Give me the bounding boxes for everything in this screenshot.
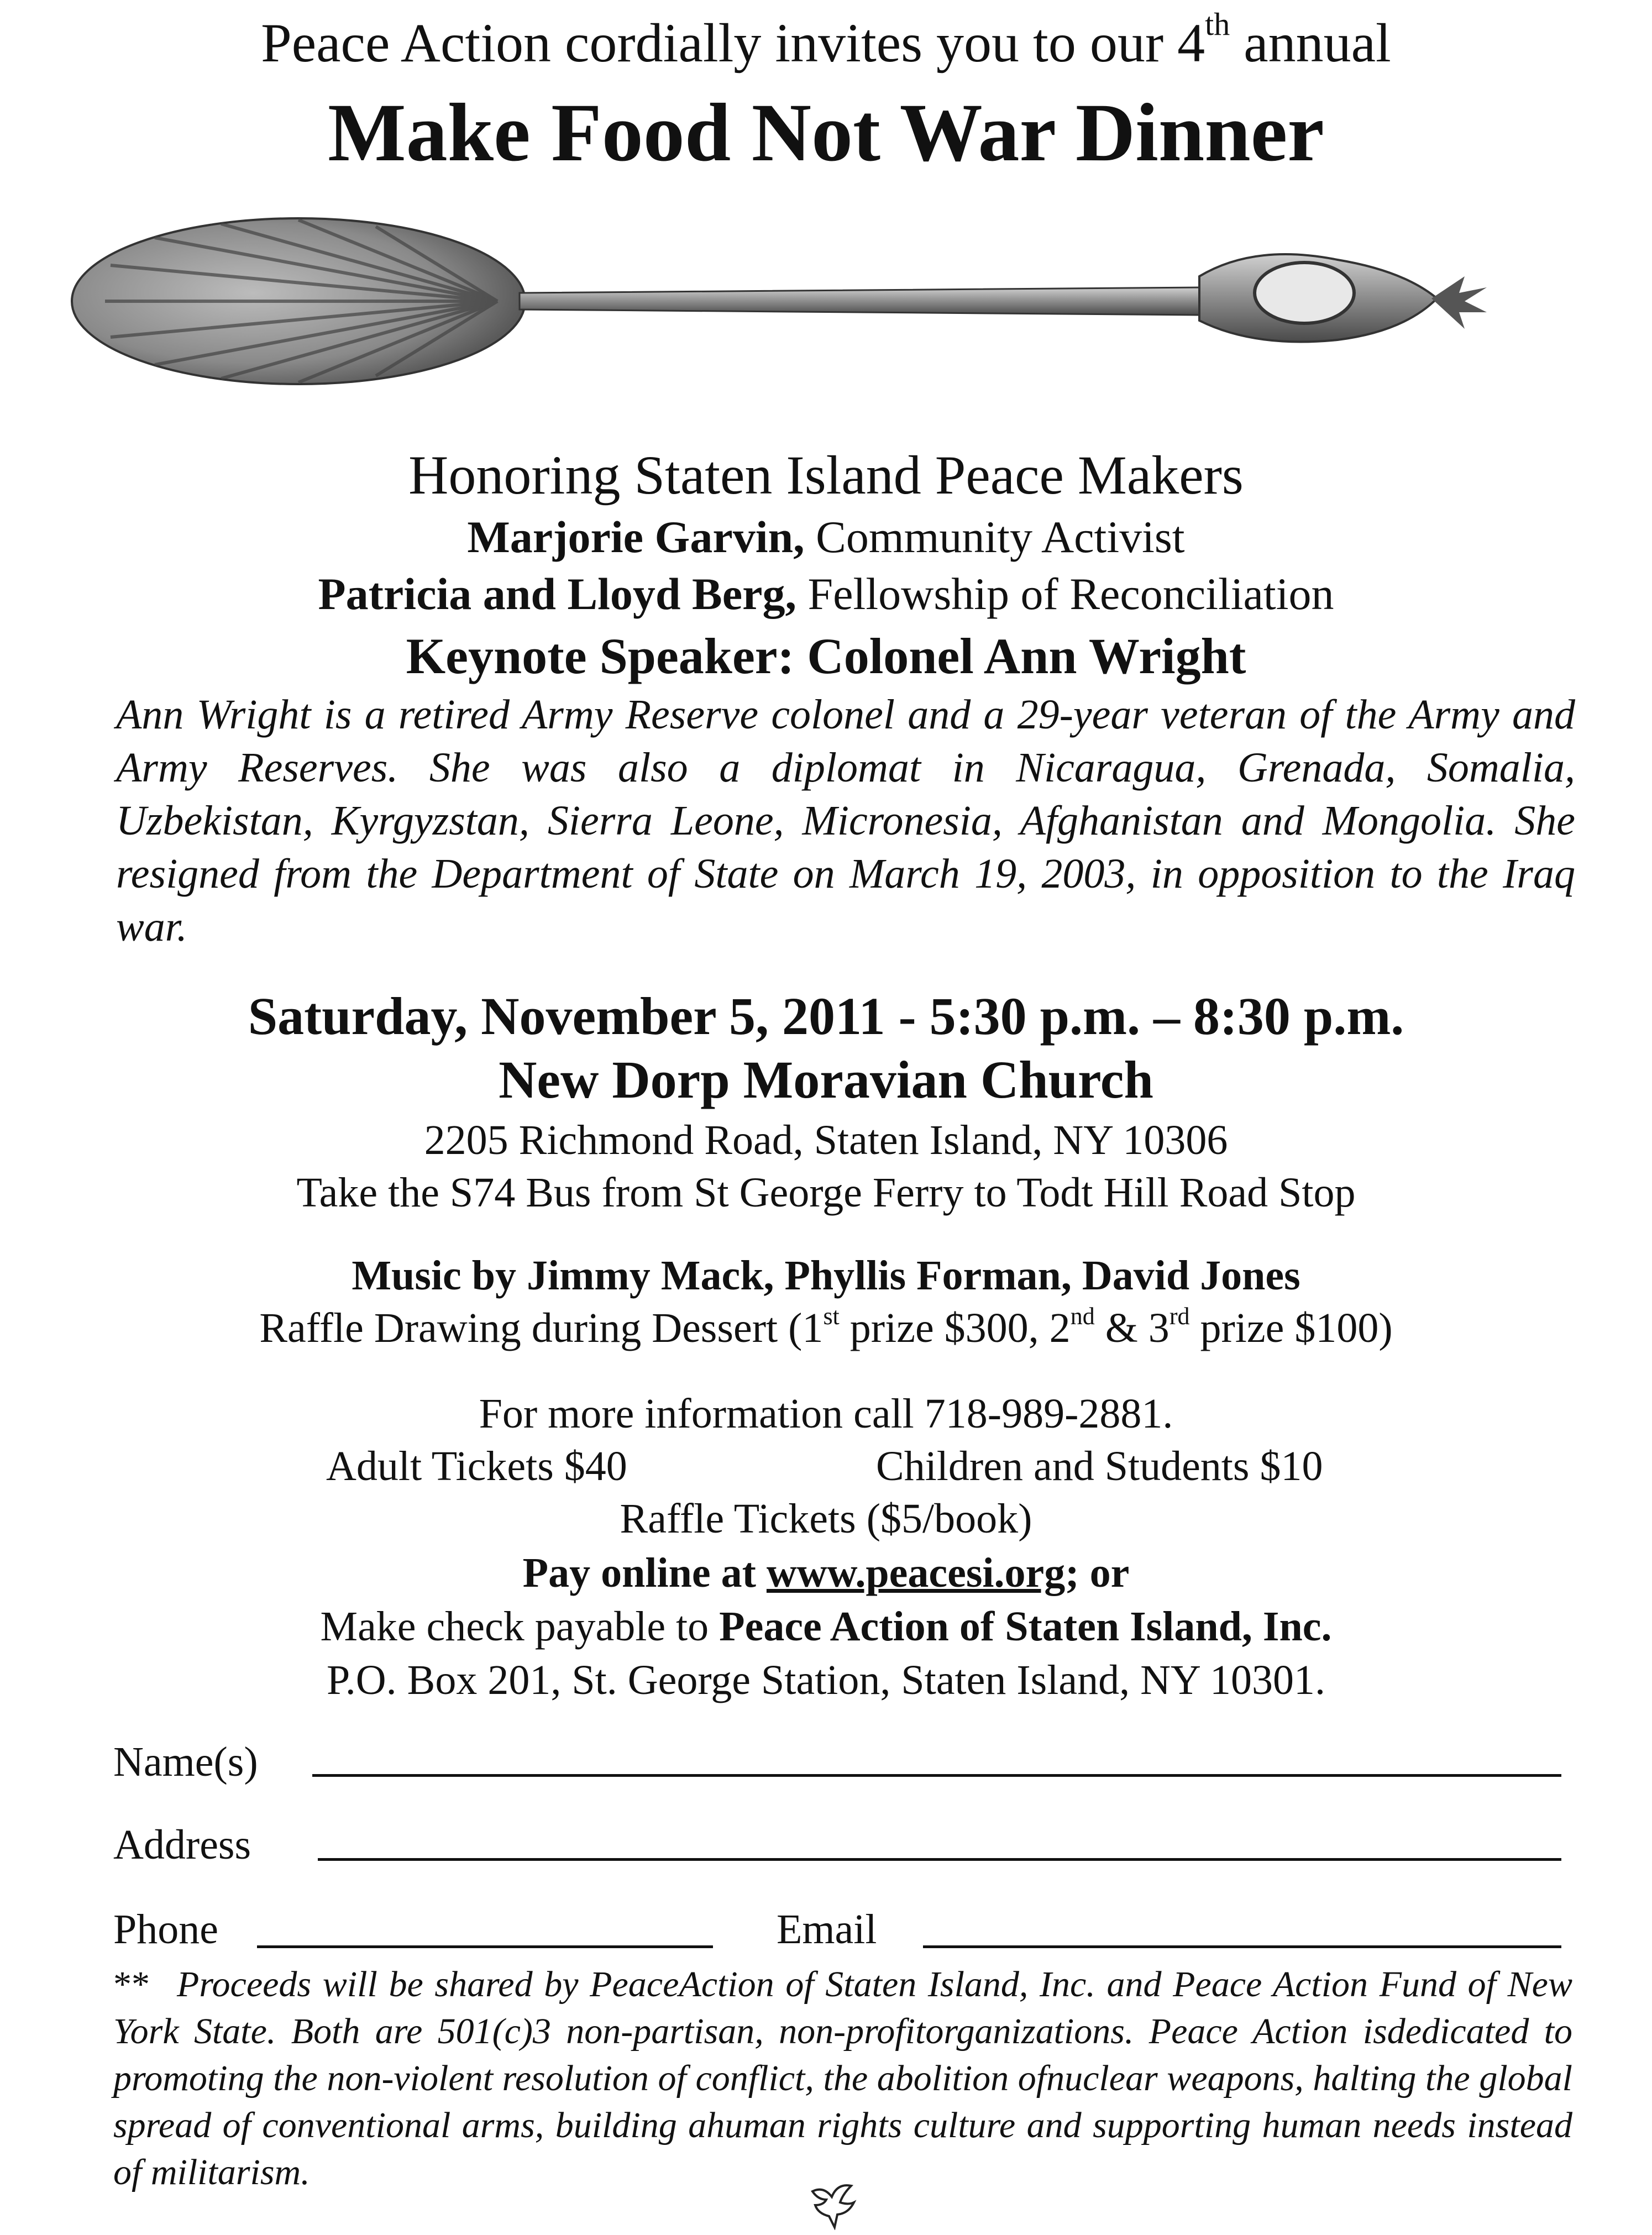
ordinal-suffix: nd bbox=[1070, 1303, 1095, 1330]
phone-field[interactable] bbox=[257, 1945, 713, 1948]
adult-ticket-price: Adult Tickets $40 bbox=[326, 1443, 627, 1489]
pay-online bbox=[0, 1546, 1652, 1599]
email-field[interactable] bbox=[923, 1945, 1561, 1948]
music-credits: Music by Jimmy Mack, Phyllis Forman, David Jones bbox=[352, 1252, 1300, 1299]
address-field[interactable] bbox=[318, 1858, 1561, 1861]
raffle-text: Raffle Drawing during Dessert (1 bbox=[259, 1305, 824, 1351]
honoree-name: Patricia and Lloyd Berg, bbox=[318, 569, 797, 619]
pay-suffix: ; or bbox=[1065, 1550, 1130, 1596]
honoree-role: Community Activist bbox=[804, 512, 1185, 562]
honoree-2 bbox=[0, 566, 1652, 622]
invitation-line bbox=[0, 6, 1652, 76]
honoree-name: Marjorie Garvin, bbox=[467, 512, 805, 562]
footnote bbox=[113, 1961, 1572, 2196]
phone-label: Phone bbox=[113, 1906, 218, 1953]
raffle-text: & 3 bbox=[1094, 1305, 1169, 1351]
email-label: Email bbox=[777, 1906, 877, 1953]
names-label: Name(s) bbox=[113, 1739, 258, 1785]
footnote-mark: ** bbox=[113, 1964, 150, 2005]
footnote-text: Proceeds will be shared by PeaceAction of Staten Island, Inc. and Peace Action Fund of New York State. Both are 501(c)3 non-partisan, non-profitorganizations. Peace Action isdedicated to promoting the non-violent resolution of conflict, the abolition ofnuclear weapons, halting the global spread of conventional arms, building ahuman rights culture and supporting human needs instead of militarism. bbox=[113, 1964, 1572, 2192]
honoree-1 bbox=[0, 510, 1652, 565]
ordinal-suffix: th bbox=[1205, 6, 1230, 42]
raffle-text: prize $100) bbox=[1189, 1305, 1393, 1351]
website-link[interactable]: www.peacesi.org bbox=[766, 1550, 1066, 1596]
spoon-illustration bbox=[66, 210, 1514, 392]
address-label: Address bbox=[113, 1822, 251, 1868]
pay-prefix: Pay online at bbox=[522, 1550, 767, 1596]
check-prefix: Make check payable to bbox=[320, 1603, 720, 1650]
event-title: Make Food Not War Dinner bbox=[328, 87, 1324, 179]
names-field[interactable] bbox=[312, 1774, 1561, 1777]
venue-name: New Dorp Moravian Church bbox=[499, 1050, 1153, 1109]
invitation-text: Peace Action cordially invites you to our 4 bbox=[261, 12, 1205, 74]
keynote-heading: Keynote Speaker: Colonel Ann Wright bbox=[406, 628, 1246, 684]
keynote-bio: Ann Wright is a retired Army Reserve colonel and a 29-year veteran of the Army and Army Reserves. She was also a diplomat in Nicaragua, Grenada, Somalia, Uzbekistan, Kyrgyzstan, Sierra Leone, Micronesia, Afghanistan and Mongolia. She resigned from the Department of State on March 19, 2003, in opposition to the Iraq war. bbox=[116, 691, 1575, 950]
mailing-address: P.O. Box 201, St. George Station, Staten Island, NY 10301. bbox=[326, 1657, 1326, 1703]
event-datetime: Saturday, November 5, 2011 - 5:30 p.m. – 8:30 p.m. bbox=[248, 987, 1404, 1046]
check-payable bbox=[0, 1600, 1652, 1653]
children-ticket-price: Children and Students $10 bbox=[876, 1443, 1323, 1489]
raffle-info bbox=[0, 1302, 1652, 1355]
honorees-heading: Honoring Staten Island Peace Makers bbox=[408, 444, 1244, 506]
ordinal-suffix: st bbox=[823, 1303, 840, 1330]
contact-info: For more information call 718-989-2881. bbox=[479, 1391, 1173, 1437]
honoree-role: Fellowship of Reconciliation bbox=[796, 569, 1334, 619]
directions: Take the S74 Bus from St George Ferry to Todt Hill Road Stop bbox=[296, 1169, 1356, 1216]
invitation-text-end: annual bbox=[1230, 12, 1391, 74]
raffle-text: prize $300, 2 bbox=[839, 1305, 1071, 1351]
raffle-ticket-price: Raffle Tickets ($5/book) bbox=[620, 1496, 1032, 1542]
dove-icon bbox=[807, 2180, 862, 2230]
venue-address: 2205 Richmond Road, Staten Island, NY 10306 bbox=[424, 1117, 1228, 1163]
ordinal-suffix: rd bbox=[1169, 1303, 1190, 1330]
check-payee: Peace Action of Staten Island, Inc. bbox=[719, 1603, 1332, 1650]
